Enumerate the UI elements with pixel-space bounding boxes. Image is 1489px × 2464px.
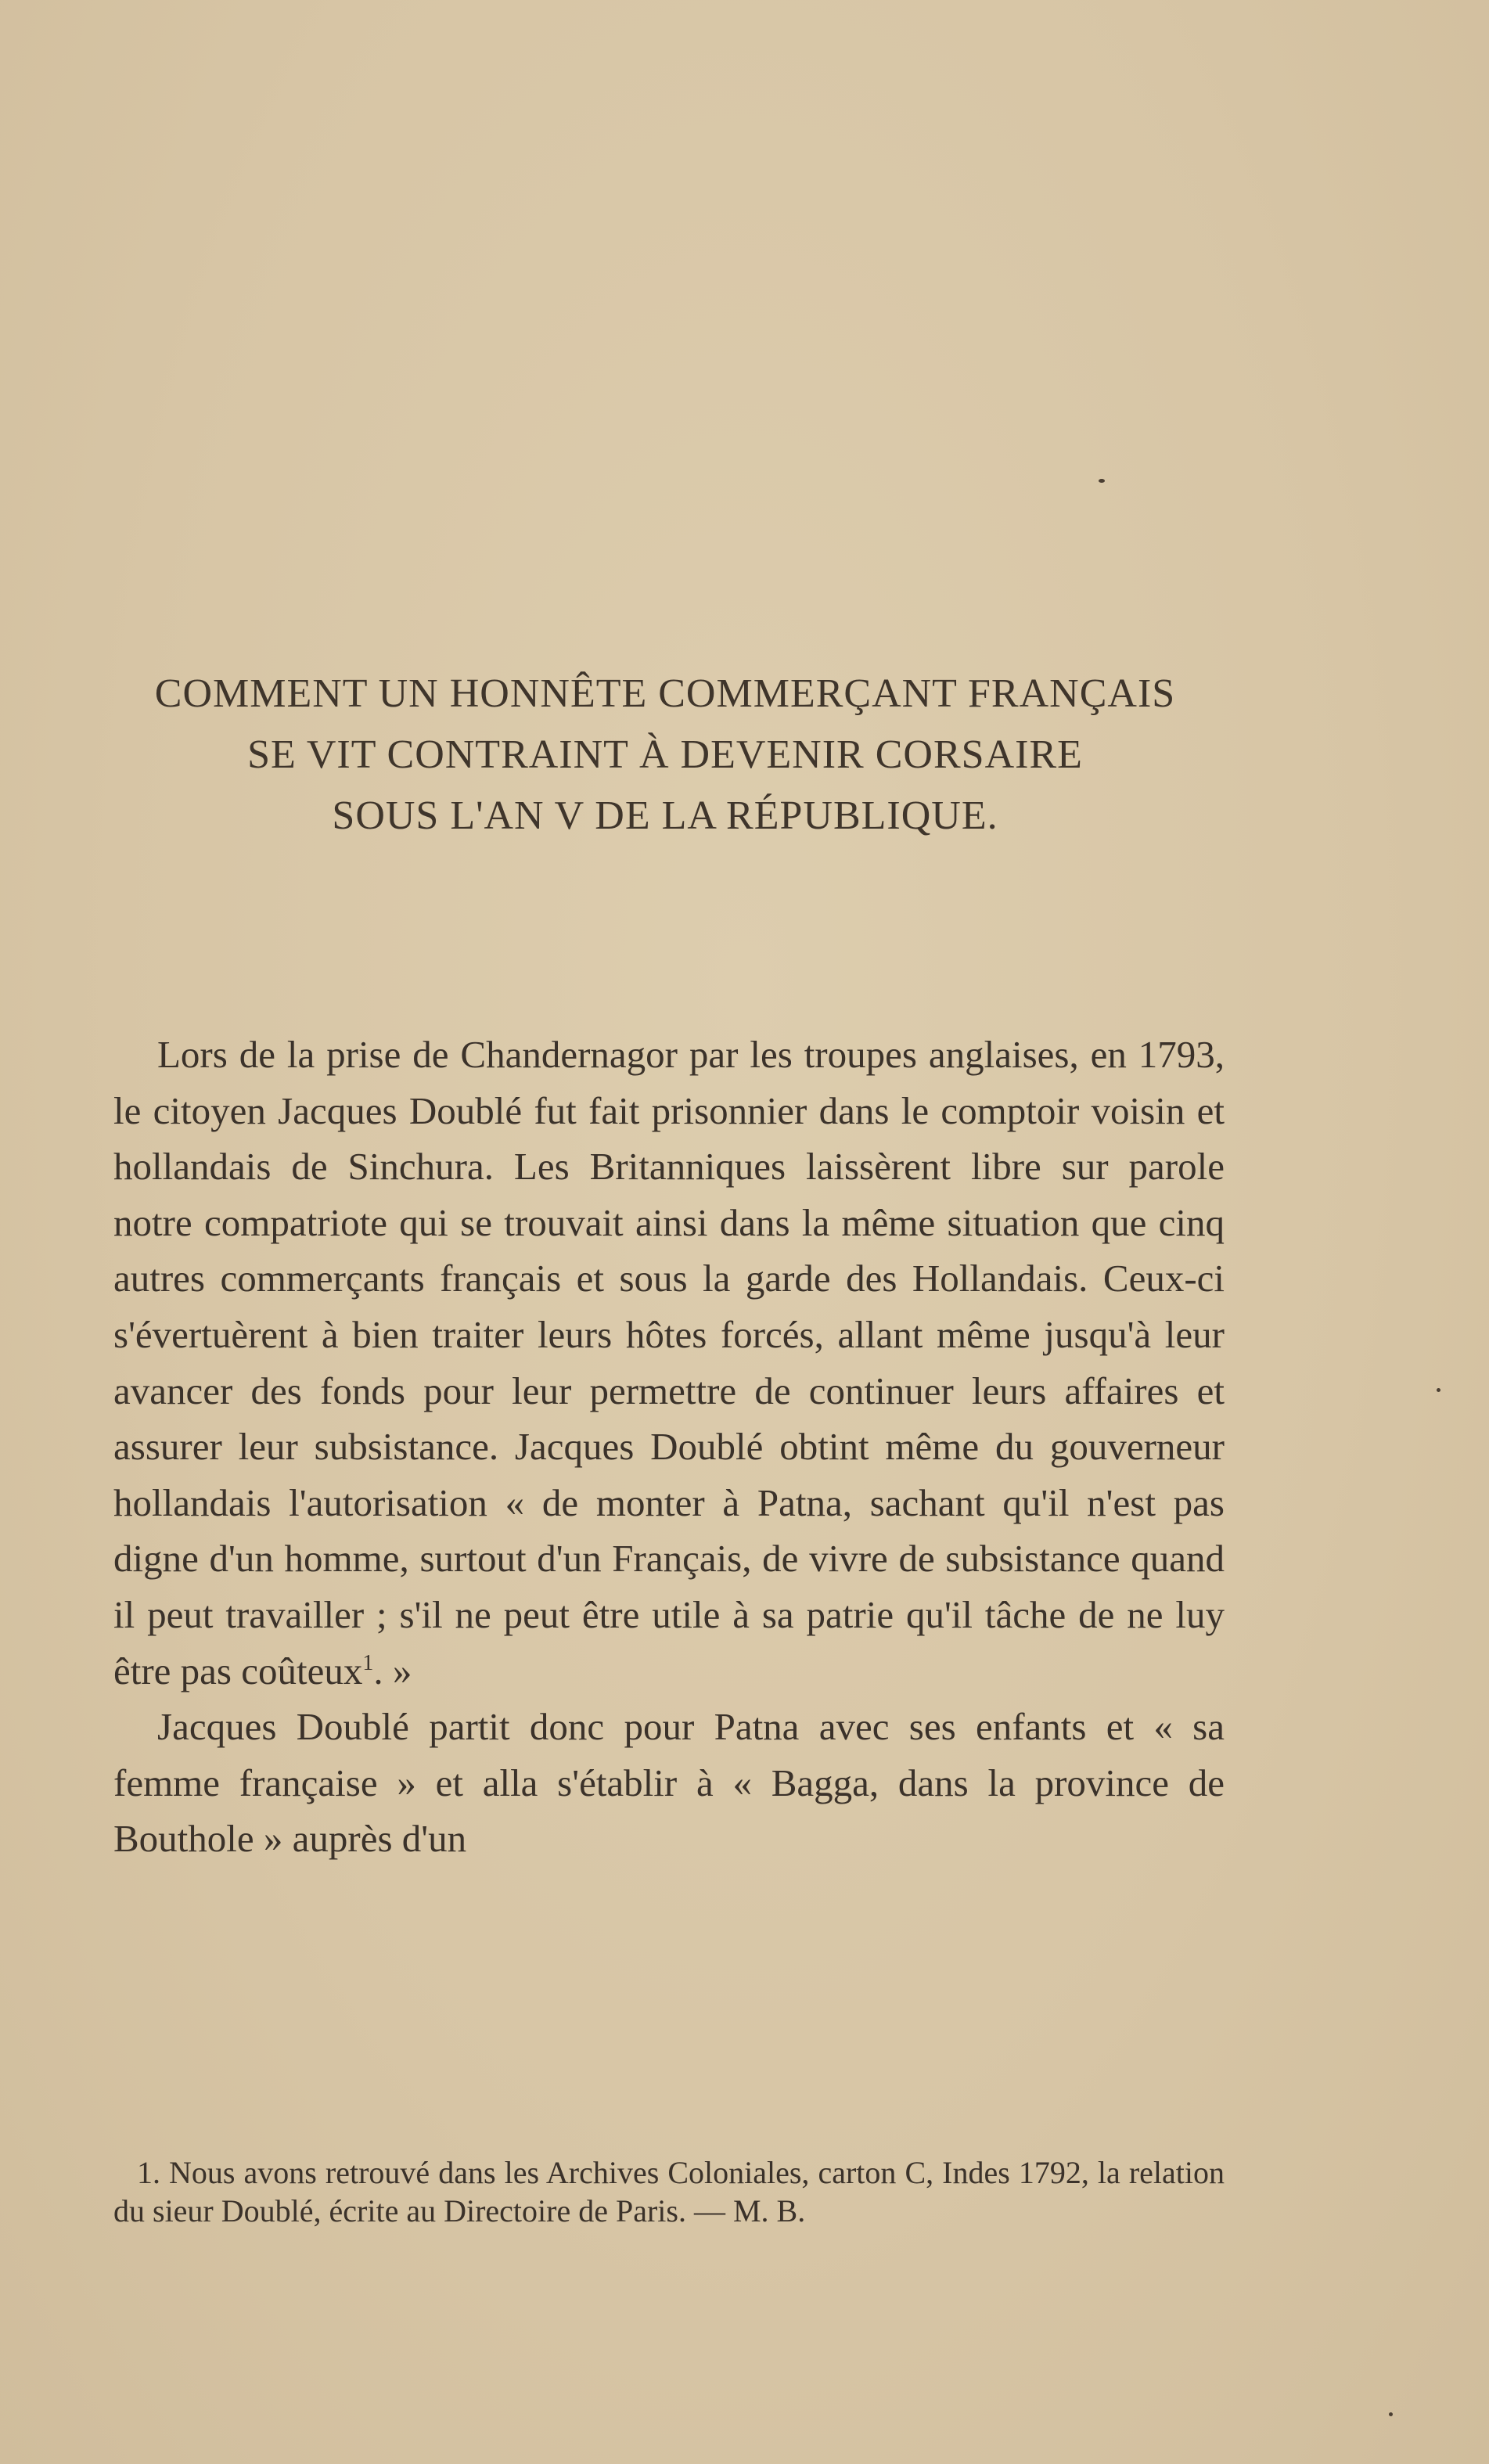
chapter-title	[102, 664, 1228, 847]
paper-speck	[1437, 1388, 1440, 1392]
paragraph-1-end: . »	[373, 1649, 412, 1692]
footnote-reference: 1	[362, 1650, 374, 1675]
footnote: 1. Nous avons retrouvé dans les Archives Coloniales, carton C, Indes 1792, la relation du sieur Doublé, écrite au Directoire de Paris. — M. B.	[113, 2155, 1225, 2228]
chapter-title-line-3: SOUS L'AN V DE LA RÉPUBLIQUE.	[332, 793, 998, 838]
chapter-title-line-2: SE VIT CONTRAINT À DEVENIR CORSAIRE	[247, 732, 1083, 777]
paragraph-1	[113, 1027, 1225, 1699]
paragraph-2: Jacques Doublé partit donc pour Patna avec ses enfants et « sa femme française » et alla s'établir à « Bagga, dans la province de Bouthole » auprès d'un	[113, 1705, 1225, 1861]
paper-speck	[1389, 2412, 1393, 2416]
paragraph-1-text: Lors de la prise de Chandernagor par les troupes anglaises, en 1793, le citoyen Jacques Doublé fut fait prisonnier dans le comptoir voisin et hollandais de Sinchura. Les Britanniques laissèrent libre sur parole notre compatriote qui se trouvait ainsi dans la même situation que cinq autres commerçants français et sous la garde des Hollandais. Ceux-ci s'évertuèrent à bien traiter leurs hôtes forcés, allant même jusqu'à leur avancer des fonds pour leur permettre de continuer leurs affaires et assurer leur subsistance. Jacques Doublé obtint même du gouverneur hollandais l'autorisation « de monter à Patna, sachant qu'il n'est pas digne d'un homme, surtout d'un Français, de vivre de subsistance quand il peut travailler ; s'il ne peut être utile à sa patrie qu'il tâche de ne luy être pas coûteux	[113, 1033, 1225, 1692]
paper-speck	[1099, 479, 1105, 483]
chapter-title-line-1: COMMENT UN HONNÊTE COMMERÇANT FRANÇAIS	[154, 671, 1176, 716]
body-text	[113, 1027, 1225, 1867]
